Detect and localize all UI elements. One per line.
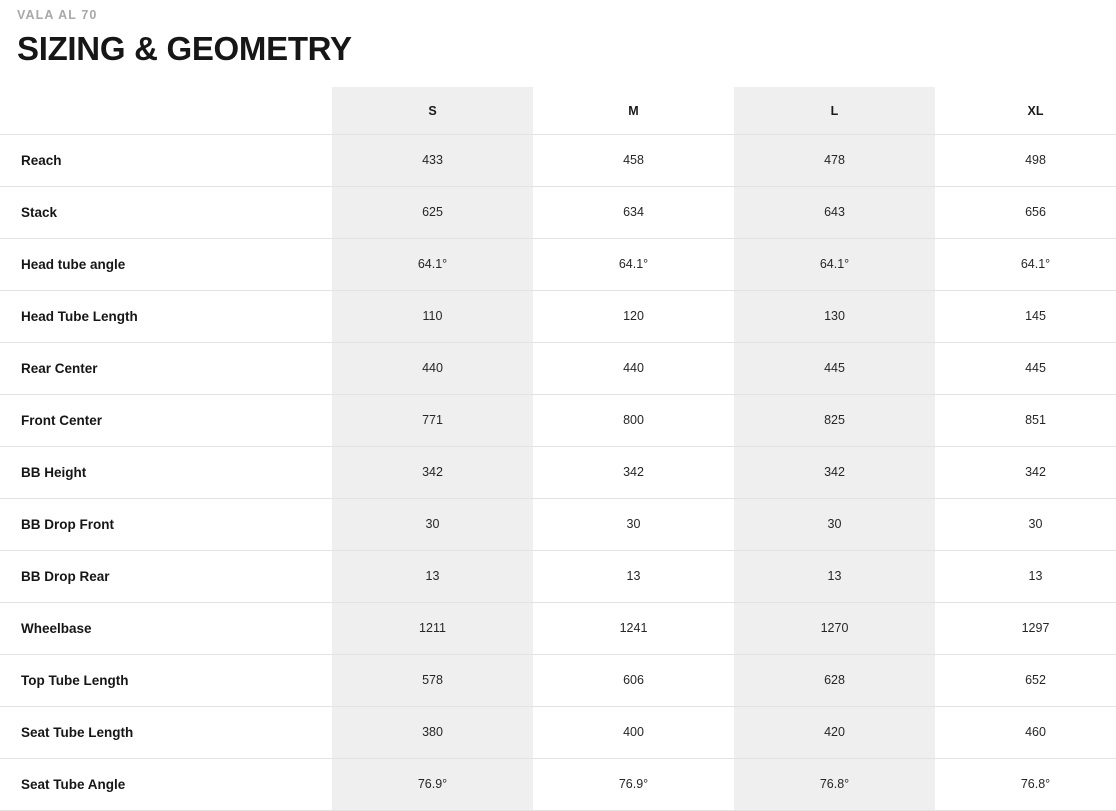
cell-value: 652	[935, 654, 1116, 706]
table-row	[0, 550, 1116, 602]
cell-value: 120	[533, 290, 734, 342]
cell-value: 400	[533, 706, 734, 758]
cell-value: 656	[935, 186, 1116, 238]
cell-value: 145	[935, 290, 1116, 342]
cell-value: 64.1°	[332, 238, 533, 290]
cell-value: 342	[332, 446, 533, 498]
cell-value: 1241	[533, 602, 734, 654]
cell-value: 76.9°	[332, 758, 533, 810]
table-row	[0, 342, 1116, 394]
cell-value: 445	[935, 342, 1116, 394]
row-label: Front Center	[0, 394, 332, 446]
cell-value: 342	[734, 446, 935, 498]
row-label: Seat Tube Angle	[0, 758, 332, 810]
model-eyebrow: VALA AL 70	[17, 8, 98, 22]
cell-value: 1211	[332, 602, 533, 654]
cell-value: 342	[533, 446, 734, 498]
table-row	[0, 186, 1116, 238]
cell-value: 625	[332, 186, 533, 238]
column-header-size-l: L	[734, 87, 935, 134]
row-label: BB Drop Rear	[0, 550, 332, 602]
cell-value: 13	[734, 550, 935, 602]
cell-value: 130	[734, 290, 935, 342]
row-label: Head Tube Length	[0, 290, 332, 342]
cell-value: 606	[533, 654, 734, 706]
cell-value: 64.1°	[533, 238, 734, 290]
table-row	[0, 602, 1116, 654]
cell-value: 643	[734, 186, 935, 238]
cell-value: 440	[533, 342, 734, 394]
table-row	[0, 394, 1116, 446]
cell-value: 478	[734, 134, 935, 186]
cell-value: 1270	[734, 602, 935, 654]
cell-value: 64.1°	[734, 238, 935, 290]
column-header-size-xl: XL	[1027, 103, 1044, 118]
geometry-table-head	[0, 87, 1116, 134]
cell-value: 498	[935, 134, 1116, 186]
cell-value: 30	[533, 498, 734, 550]
column-header-size-s: S	[332, 87, 533, 134]
cell-value: 1297	[935, 602, 1116, 654]
cell-value: 634	[533, 186, 734, 238]
cell-value: 76.8°	[734, 758, 935, 810]
cell-value: 30	[935, 498, 1116, 550]
cell-value: 13	[533, 550, 734, 602]
cell-value: 440	[332, 342, 533, 394]
cell-value: 30	[332, 498, 533, 550]
row-label: Head tube angle	[0, 238, 332, 290]
row-label: Rear Center	[0, 342, 332, 394]
cell-value: 64.1°	[935, 238, 1116, 290]
cell-value: 110	[332, 290, 533, 342]
cell-value: 771	[332, 394, 533, 446]
cell-value: 76.8°	[935, 758, 1116, 810]
cell-value: 800	[533, 394, 734, 446]
table-row	[0, 498, 1116, 550]
cell-value: 342	[935, 446, 1116, 498]
cell-value: 628	[734, 654, 935, 706]
cell-value: 445	[734, 342, 935, 394]
cell-value: 460	[935, 706, 1116, 758]
cell-value: 825	[734, 394, 935, 446]
geometry-table-body	[0, 134, 1116, 810]
cell-value: 13	[935, 550, 1116, 602]
row-label: BB Height	[0, 446, 332, 498]
cell-value: 380	[332, 706, 533, 758]
table-row	[0, 290, 1116, 342]
page-title: SIZING & GEOMETRY	[17, 30, 352, 67]
cell-value: 851	[935, 394, 1116, 446]
table-row	[0, 706, 1116, 758]
cell-value: 458	[533, 134, 734, 186]
row-label: Stack	[0, 186, 332, 238]
row-label: Reach	[0, 134, 332, 186]
row-label: Seat Tube Length	[0, 706, 332, 758]
cell-value: 578	[332, 654, 533, 706]
column-header-size-m: M	[628, 103, 639, 118]
cell-value: 433	[332, 134, 533, 186]
table-row	[0, 238, 1116, 290]
cell-value: 30	[734, 498, 935, 550]
table-row	[0, 446, 1116, 498]
column-header-measurement	[0, 87, 332, 134]
table-header-row	[0, 87, 1116, 134]
table-row	[0, 654, 1116, 706]
row-label: Top Tube Length	[0, 654, 332, 706]
row-label: Wheelbase	[0, 602, 332, 654]
table-row	[0, 134, 1116, 186]
geometry-table	[0, 87, 1116, 811]
cell-value: 420	[734, 706, 935, 758]
cell-value: 76.9°	[533, 758, 734, 810]
table-row	[0, 758, 1116, 810]
row-label: BB Drop Front	[0, 498, 332, 550]
cell-value: 13	[332, 550, 533, 602]
